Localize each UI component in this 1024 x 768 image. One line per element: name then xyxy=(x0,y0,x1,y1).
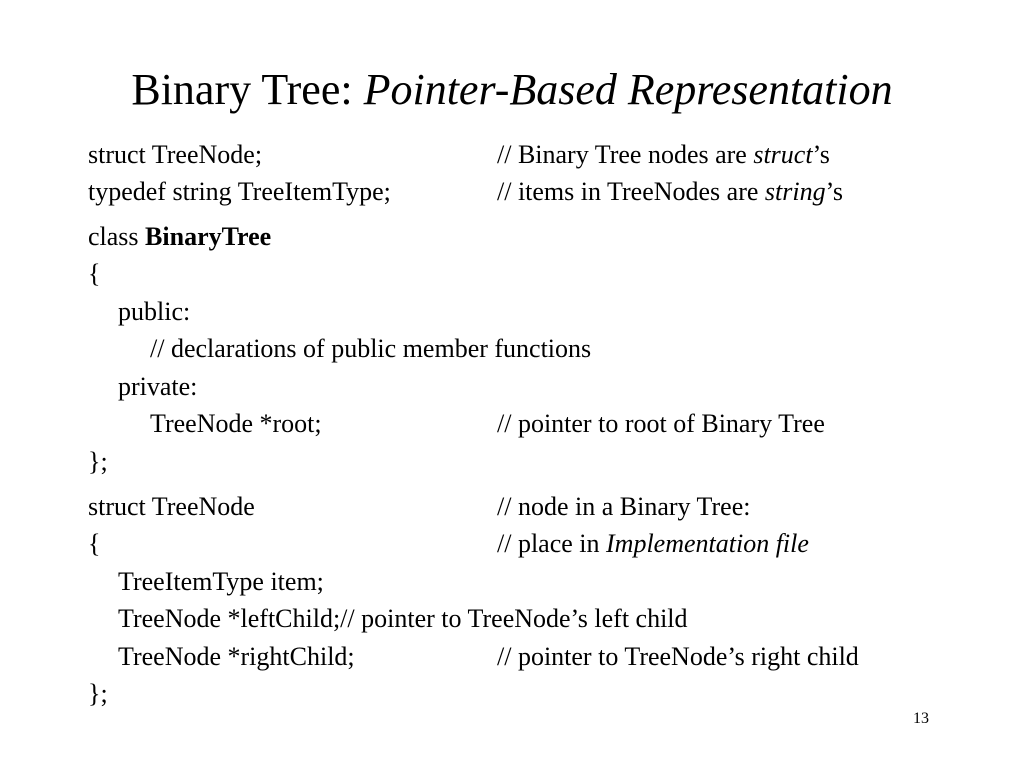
code-line-11: { xyxy=(88,529,101,558)
code-line-8: TreeNode *root; xyxy=(150,409,322,438)
comment-line-8: // pointer to root of Binary Tree xyxy=(497,409,825,438)
code-line-5: public: xyxy=(118,297,191,326)
code-line-7: private: xyxy=(118,372,198,401)
slide-title xyxy=(0,64,1024,116)
title-plain: Binary Tree: xyxy=(131,65,364,114)
code-line-10: struct TreeNode xyxy=(88,492,255,521)
code-line-14: TreeNode *rightChild; xyxy=(118,642,355,671)
code-line-15: }; xyxy=(88,679,108,708)
title-italic: Pointer-Based Representation xyxy=(363,65,893,114)
comment-line-10: // node in a Binary Tree: xyxy=(497,492,751,521)
comment-line-2: // items in TreeNodes are string’s xyxy=(497,177,843,206)
code-line-12: TreeItemType item; xyxy=(118,567,324,596)
comment-line-11: // place in Implementation file xyxy=(497,529,809,558)
code-line-9: }; xyxy=(88,447,108,476)
page-number: 13 xyxy=(913,710,929,727)
comment-line-1: // Binary Tree nodes are struct’s xyxy=(497,140,830,169)
comment-line-14: // pointer to TreeNode’s right child xyxy=(497,642,859,671)
code-line-1: struct TreeNode; xyxy=(88,140,263,169)
code-line-2: typedef string TreeItemType; xyxy=(88,177,391,206)
code-line-4: { xyxy=(88,259,101,288)
code-line-6: // declarations of public member functions xyxy=(150,334,592,363)
class-name: BinaryTree xyxy=(145,222,272,251)
code-line-13: TreeNode *leftChild;// pointer to TreeNode’s left child xyxy=(118,604,688,633)
code-line-3: class BinaryTree xyxy=(88,222,272,251)
